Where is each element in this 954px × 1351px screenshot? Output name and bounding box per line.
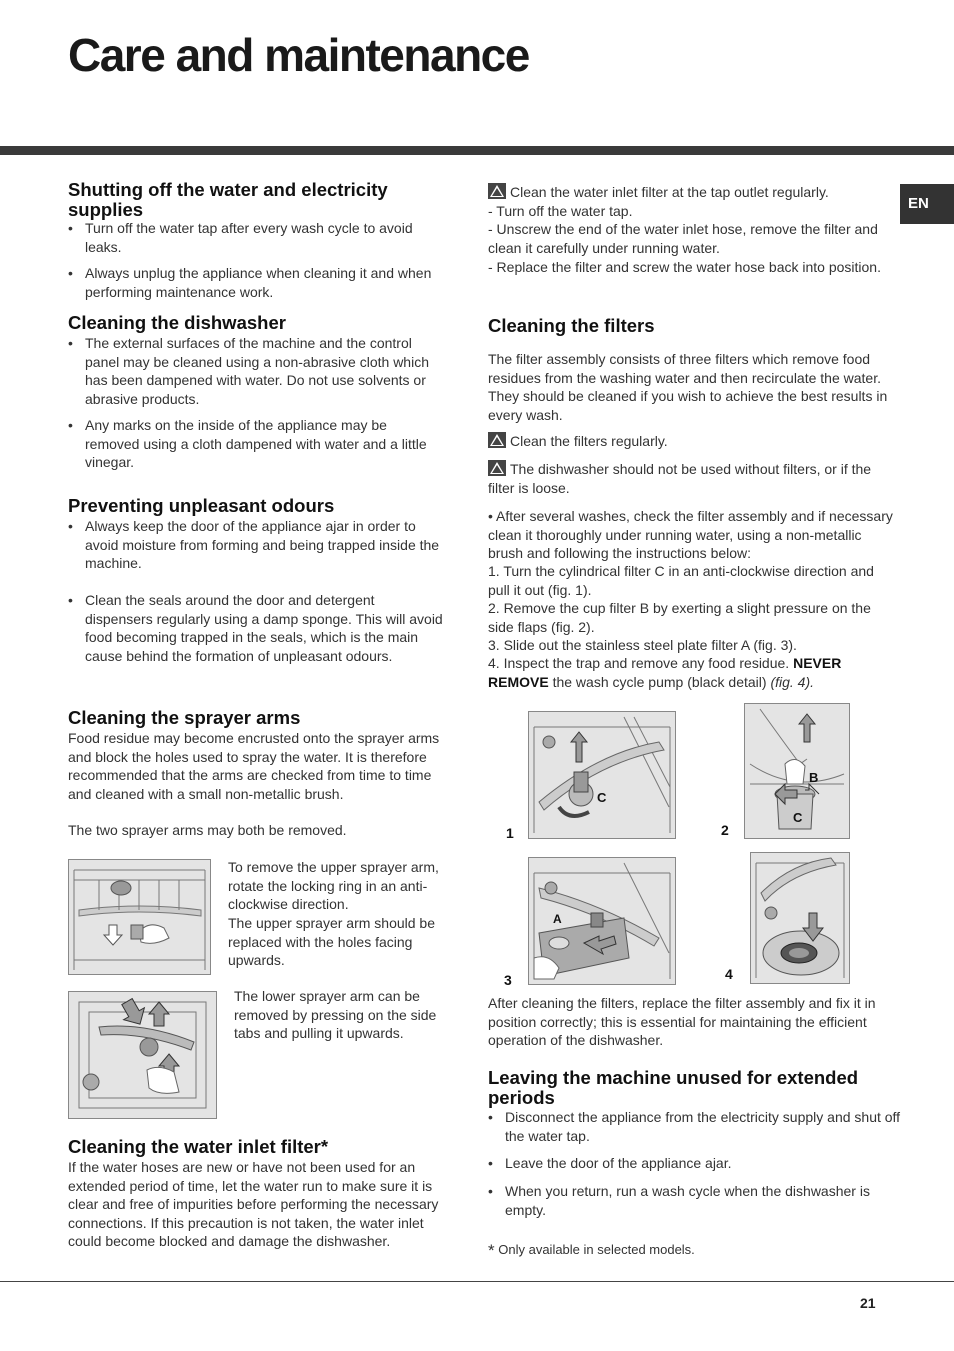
list-item: • Always keep the door of the appliance ajar in order to avoid moisture from forming and being trapped inside the machine. [68,517,445,573]
water-inlet-filter-text: If the water hoses are new or have not been used for an extended period of time, let the water run to make sure it is clear and free of impurities before performing the necessary connections. If this precaution is not taken, the water inlet could become blocked and damage the dishwasher. [68,1159,439,1249]
list-item: • Clean the seals around the door and detergent dispensers regularly using a damp sponge. This will avoid food becoming trapped in the seals, which is the main cause behind the formation of unpleasant odours. [68,591,443,665]
fig-label-1: 1 [506,825,514,841]
list-item: • The external surfaces of the machine and the control panel may be cleaned using a non-abrasive cloth which has been dampened with water. Do not use solvents or abrasive products. [68,334,445,408]
header-divider [0,146,954,155]
section-heading-cleaning-dishwasher: Cleaning the dishwasher [68,312,286,333]
list-item: • When you return, run a wash cycle when the dishwasher is empty. [488,1182,901,1219]
section-heading-unused: Leaving the machine unused for extended periods [488,1067,859,1108]
step-4-part-c: the wash cycle pump (black detail) [548,673,771,690]
section-heading-cleaning-filters: Cleaning the filters [488,315,655,336]
list-item: • Always unplug the appliance when cleaning it and when performing maintenance work. [68,264,443,301]
upper-arm-text-2: The upper sprayer arm should be replaced with the holes facing upwards. [228,915,435,968]
filter-figure-4 [750,852,850,984]
section-heading-shutting-off: Shutting off the water and electricity supplies [68,179,388,220]
filters-step-3: 3. Slide out the stainless steel plate filter A (fig. 3). [488,637,797,653]
filters-warning-2-text: The dishwasher should not be used without filters, or if the filter is loose. [488,461,872,496]
page-number: 21 [860,1295,876,1311]
lower-arm-text: The lower sprayer arm can be removed by pressing on the side tabs and pulling it upwards. [234,988,437,1041]
section-heading-sprayer-arms: Cleaning the sprayer arms [68,707,301,728]
inlet-step-3: - Replace the filter and screw the water hose back into position. [488,259,881,275]
warning-icon [488,432,506,448]
inlet-step-2: - Unscrew the end of the water inlet hose, remove the filter and clean it carefully under running water. [488,221,878,256]
filters-warning-1 [488,432,898,451]
inlet-warning [488,183,888,202]
footnote-star: * [488,1241,495,1260]
fig3-letter-a: A [553,912,562,926]
filters-step-1: 1. Turn the cylindrical filter C in an anti-clockwise direction and pull it out (fig. 1). [488,563,874,598]
footer-divider [0,1281,954,1282]
filter-figure-1 [528,711,676,839]
list-item: • Disconnect the appliance from the electricity supply and shut off the water tap. [488,1108,901,1145]
fig-label-2: 2 [721,822,729,838]
language-tab: EN [900,184,954,224]
filters-intro: The filter assembly consists of three filters which remove food residues from the washing water and then recirculate the water. They should be cleaned if you wish to achieve the best results in every wash. [488,351,888,423]
fig1-letter-c: C [597,790,607,805]
filter-figure-3 [528,857,676,985]
lower-sprayer-arm-figure [68,991,217,1119]
sprayer-arms-text: Food residue may become encrusted onto the sprayer arms and block the holes used to spray the water. It is therefore recommended that the arms are checked from time to time and cleaned with a small non-metallic brush. [68,730,440,802]
list-item: • Leave the door of the appliance ajar. [488,1154,901,1173]
inlet-warning-text: Clean the water inlet filter at the tap outlet regularly. [510,184,829,200]
footnote [488,1241,888,1261]
fig2-letter-c: C [793,810,803,825]
page-title: Care and maintenance [68,29,529,81]
footnote-text: Only available in selected models. [498,1242,695,1257]
upper-arm-text: To remove the upper sprayer arm, rotate the locking ring in an anti-clockwise direction. [228,859,439,912]
fig-label-4: 4 [725,966,733,982]
fig-label-3: 3 [504,972,512,988]
filters-step-4 [488,654,898,691]
list-item: • Turn off the water tap after every wash cycle to avoid leaks. [68,219,443,256]
filters-after-washes: • After several washes, check the filter assembly and if necessary clean it thoroughly under running water, using a non-metallic brush and following the instructions below: [488,508,893,561]
step-4-part-a: 4. Inspect the trap and remove any food residue. [488,655,794,671]
filters-step-2: 2. Remove the cup filter B by exerting a slight pressure on the side flaps (fig. 2). [488,600,871,635]
list-item: • Any marks on the inside of the appliance may be removed using a cloth dampened with water and a little vinegar. [68,416,443,472]
upper-sprayer-arm-figure [68,859,211,975]
section-heading-odours: Preventing unpleasant odours [68,495,335,516]
warning-icon [488,183,506,199]
warning-icon [488,460,506,476]
filters-warning-2 [488,460,888,497]
filters-after-cleaning: After cleaning the filters, replace the filter assembly and fix it in position correctly; this is essential for maintaining the efficient operation of the dishwasher. [488,995,876,1048]
sprayer-arms-text-2: The two sprayer arms may both be removed. [68,822,347,838]
section-heading-water-inlet-filter: Cleaning the water inlet filter* [68,1136,329,1157]
filter-figure-2 [744,703,850,839]
step-4-fig-ref: (fig. 4). [770,673,815,690]
filters-warning-1-text: Clean the filters regularly. [510,433,668,449]
inlet-step-1: - Turn off the water tap. [488,203,633,219]
fig2-letter-b: B [809,770,819,785]
step-4-never-remove: NEVER REMOVE [488,655,842,690]
